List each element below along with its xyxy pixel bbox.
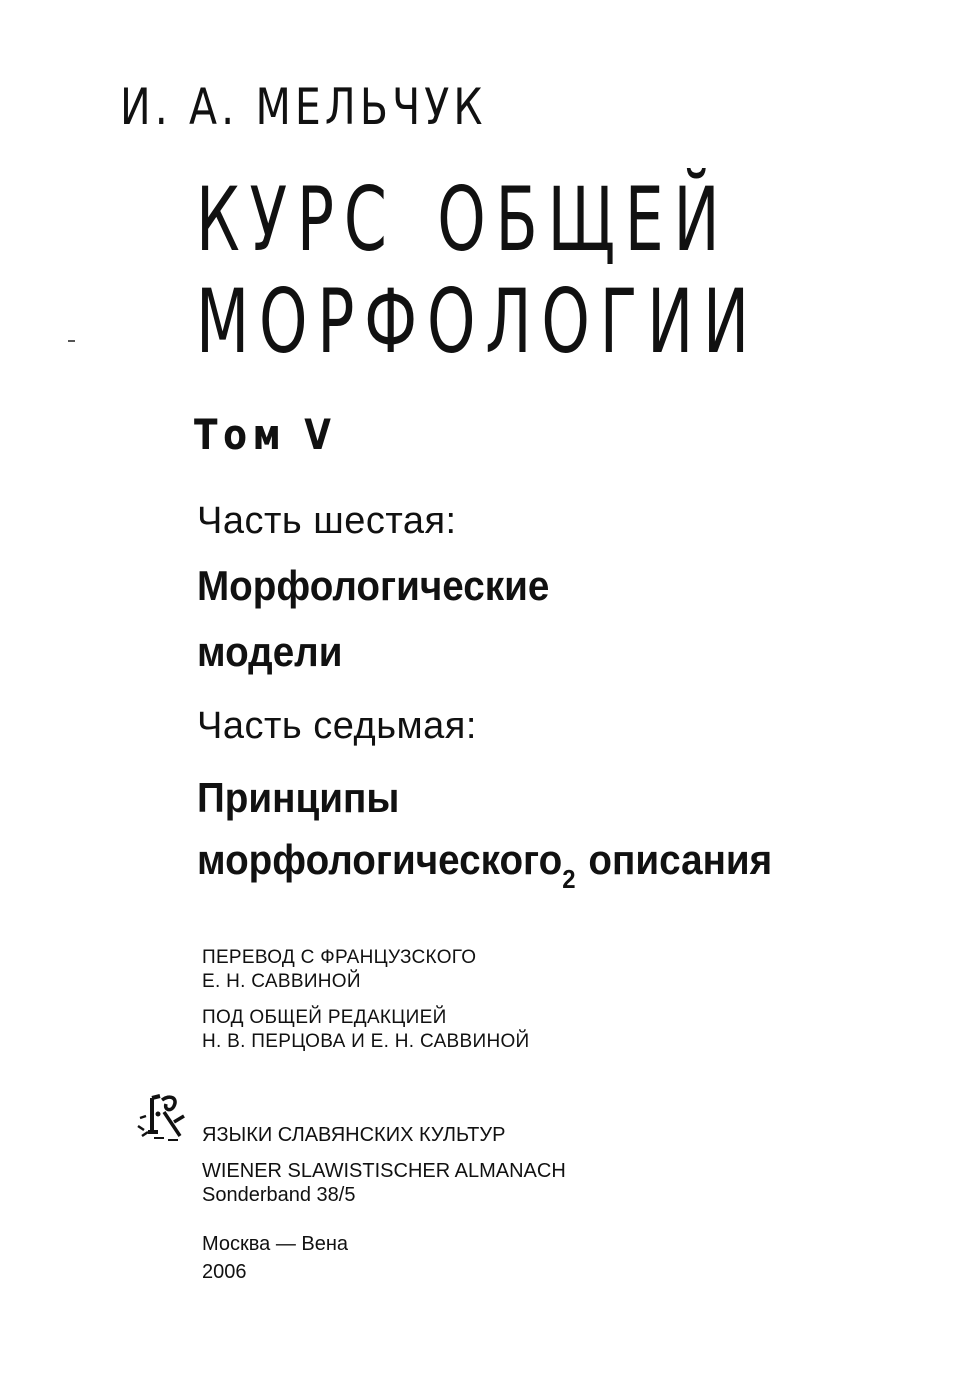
publication-year: 2006 [202,1261,247,1283]
editing-credit: ПОД ОБЩЕЙ РЕДАКЦИЕЙ [202,1007,447,1028]
part-six-label: Часть шестая: [197,500,457,542]
editor-names: Н. В. ПЕРЦОВА И Е. Н. САВВИНОЙ [202,1031,530,1052]
author-name: И. А. МЕЛЬЧУК [120,78,487,136]
scan-speck [68,340,75,342]
series-volume: Sonderband 38/5 [202,1184,356,1206]
translator-name: Е. Н. САВВИНОЙ [202,971,361,992]
part-six-title-line-1: Морфологические [197,562,550,609]
title-word-kurs: КУРС [196,168,397,271]
part-seven-title-line-2 [197,836,773,894]
publisher-name: ЯЗЫКИ СЛАВЯНСКИХ КУЛЬТУР [202,1124,506,1146]
translation-credit: ПЕРЕВОД С ФРАНЦУЗСКОГО [202,947,477,968]
subscript-index: 2 [562,864,576,894]
publication-cities: Москва — Вена [202,1233,349,1255]
part-six-title-line-2: модели [197,628,343,675]
part-seven-title-word: морфологического [197,836,563,883]
part-seven-label: Часть седьмая: [197,705,477,747]
title-word-obshchey: ОБЩЕЙ [437,168,730,271]
volume-label: Том V [194,410,337,459]
part-seven-title-end: описания [588,836,773,883]
publisher-logo-icon [134,1092,190,1144]
part-seven-title-line-1: Принципы [197,774,400,821]
book-title-line-1 [196,168,730,271]
book-title-line-2: МОРФОЛОГИИ [196,270,759,373]
series-name: WIENER SLAWISTISCHER ALMANACH [202,1160,566,1182]
